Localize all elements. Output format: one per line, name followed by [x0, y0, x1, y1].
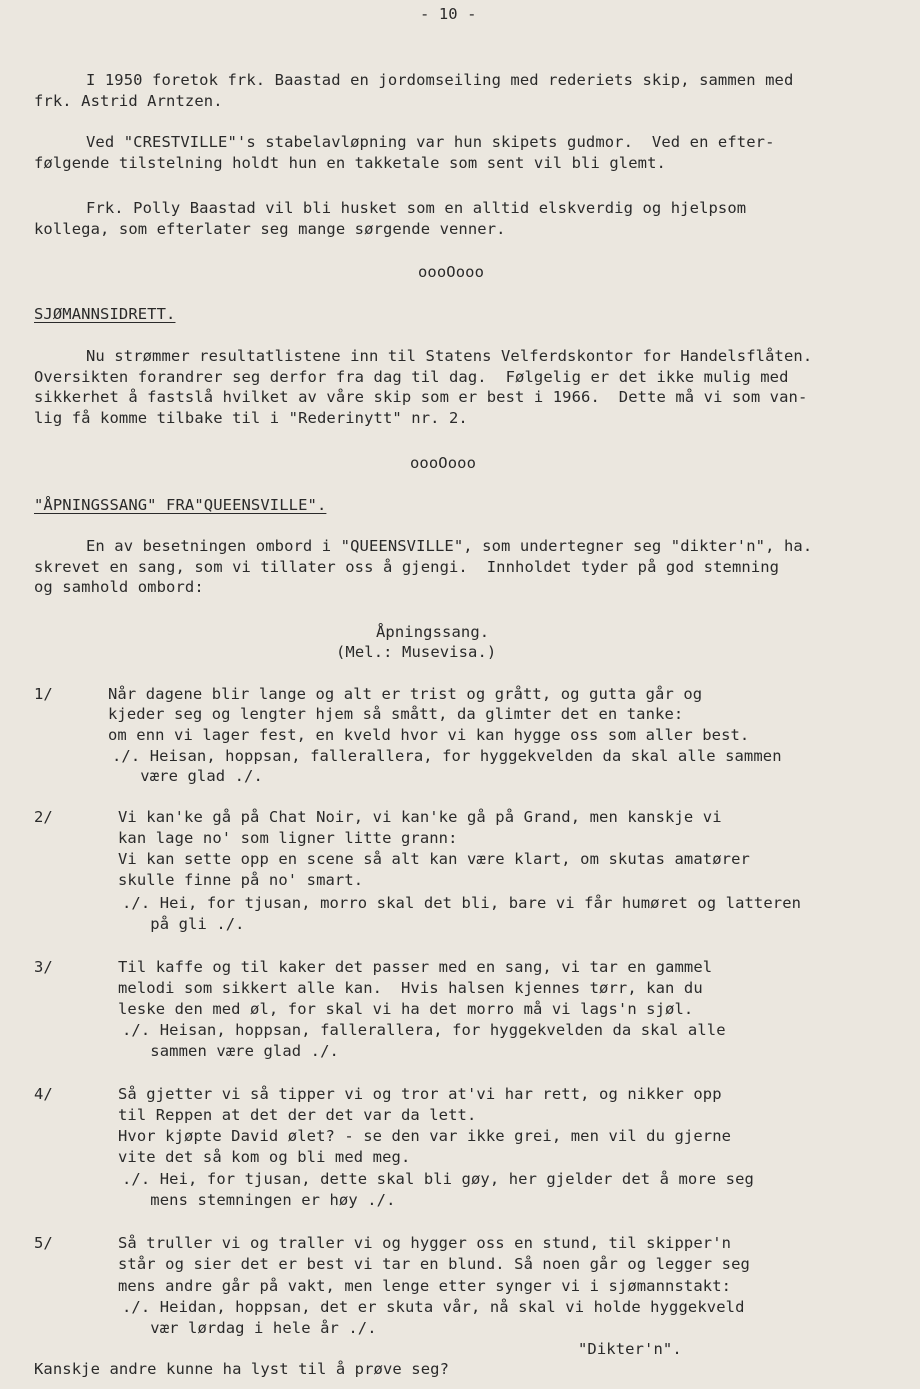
signature: "Dikter'n".: [578, 1340, 682, 1358]
verse-line: Så gjetter vi så tipper vi og tror at'vi har rett, og nikker opp: [118, 1085, 722, 1103]
verse-number: 2/: [34, 808, 53, 826]
verse-line: være glad ./.: [112, 767, 263, 785]
verse-line: Til kaffe og til kaker det passer med en sang, vi tar en gammel: [118, 958, 713, 976]
verse-line: vær lørdag i hele år ./.: [122, 1319, 377, 1337]
paragraph-line: kollega, som efterlater seg mange sørgende venner.: [34, 220, 506, 238]
song-title: Åpningssang.: [376, 623, 490, 641]
paragraph-line: frk. Astrid Arntzen.: [34, 92, 223, 110]
separator: oooOooo: [410, 454, 477, 472]
verse-line: ./. Heidan, hoppsan, det er skuta vår, nå skal vi holde hyggekveld: [122, 1298, 745, 1316]
verse-line: kjeder seg og lengter hjem så smått, da glimter det en tanke:: [108, 705, 684, 723]
paragraph-line: Ved "CRESTVILLE"'s stabelavløpning var hun skipets gudmor. Ved en efter-: [86, 133, 775, 151]
verse-line: står og sier det er best vi tar en blund. Så noen går og legger seg: [118, 1255, 750, 1273]
verse-line: Vi kan sette opp en scene så alt kan være klart, om skutas amatører: [118, 850, 750, 868]
verse-line: ./. Hei, for tjusan, dette skal bli gøy, her gjelder det å more seg: [122, 1170, 754, 1188]
verse-number: 4/: [34, 1085, 53, 1103]
closing-line: Kanskje andre kunne ha lyst til å prøve seg?: [34, 1360, 449, 1378]
paragraph-line: En av besetningen ombord i "QUEENSVILLE", som undertegner seg "dikter'n", ha.: [86, 537, 813, 555]
verse-line: skulle finne på no' smart.: [118, 871, 364, 889]
verse-line: mens stemningen er høy ./.: [122, 1191, 396, 1209]
section-heading: "ÅPNINGSSANG" FRA"QUEENSVILLE".: [34, 496, 327, 514]
paragraph-line: skrevet en sang, som vi tillater oss å gjengi. Innholdet tyder på god stemning: [34, 558, 780, 576]
paragraph-line: Oversikten forandrer seg derfor fra dag til dag. Følgelig er det ikke mulig med: [34, 368, 789, 386]
section-heading: SJØMANNSIDRETT.: [34, 305, 176, 323]
paragraph-line: følgende tilstelning holdt hun en takketale som sent vil bli glemt.: [34, 154, 666, 172]
verse-number: 5/: [34, 1234, 53, 1252]
verse-line: vite det så kom og bli med meg.: [118, 1148, 411, 1166]
verse-line: Så truller vi og traller vi og hygger oss en stund, til skipper'n: [118, 1234, 732, 1252]
paragraph-line: Nu strømmer resultatlistene inn til Statens Velferdskontor for Handelsflåten.: [86, 347, 813, 365]
verse-line: om enn vi lager fest, en kveld hvor vi kan hygge oss som aller best.: [108, 726, 750, 744]
separator: oooOooo: [418, 263, 485, 281]
verse-line: til Reppen at det der det var da lett.: [118, 1106, 477, 1124]
verse-line: ./. Heisan, hoppsan, fallerallera, for hyggekvelden da skal alle sammen: [112, 747, 782, 765]
paragraph-line: sikkerhet å fastslå hvilket av våre skip som er best i 1966. Dette må vi som van-: [34, 388, 808, 406]
paragraph-line: lig få komme tilbake til i "Rederinytt" nr. 2.: [34, 409, 468, 427]
paragraph-line: I 1950 foretok frk. Baastad en jordomseiling med rederiets skip, sammen med: [86, 71, 794, 89]
verse-line: på gli ./.: [122, 915, 245, 933]
verse-line: leske den med øl, for skal vi ha det morro må vi lags'n sjøl.: [118, 1000, 694, 1018]
verse-line: sammen være glad ./.: [122, 1042, 339, 1060]
verse-number: 1/: [34, 685, 53, 703]
page-number: - 10 -: [420, 5, 477, 23]
verse-line: ./. Heisan, hoppsan, fallerallera, for hyggekvelden da skal alle: [122, 1021, 726, 1039]
verse-line: Hvor kjøpte David ølet? - se den var ikke grei, men vil du gjerne: [118, 1127, 732, 1145]
song-melody: (Mel.: Musevisa.): [336, 643, 497, 661]
verse-line: Når dagene blir lange og alt er trist og grått, og gutta går og: [108, 685, 703, 703]
verse-line: ./. Hei, for tjusan, morro skal det bli, bare vi får humøret og latteren: [122, 894, 802, 912]
verse-line: mens andre går på vakt, men lenge etter synger vi i sjømannstakt:: [118, 1277, 732, 1295]
verse-number: 3/: [34, 958, 53, 976]
verse-line: Vi kan'ke gå på Chat Noir, vi kan'ke gå på Grand, men kanskje vi: [118, 808, 722, 826]
verse-line: kan lage no' som ligner litte grann:: [118, 829, 458, 847]
paragraph-line: og samhold ombord:: [34, 578, 204, 596]
paragraph-line: Frk. Polly Baastad vil bli husket som en alltid elskverdig og hjelpsom: [86, 199, 747, 217]
verse-line: melodi som sikkert alle kan. Hvis halsen kjennes tørr, kan du: [118, 979, 703, 997]
